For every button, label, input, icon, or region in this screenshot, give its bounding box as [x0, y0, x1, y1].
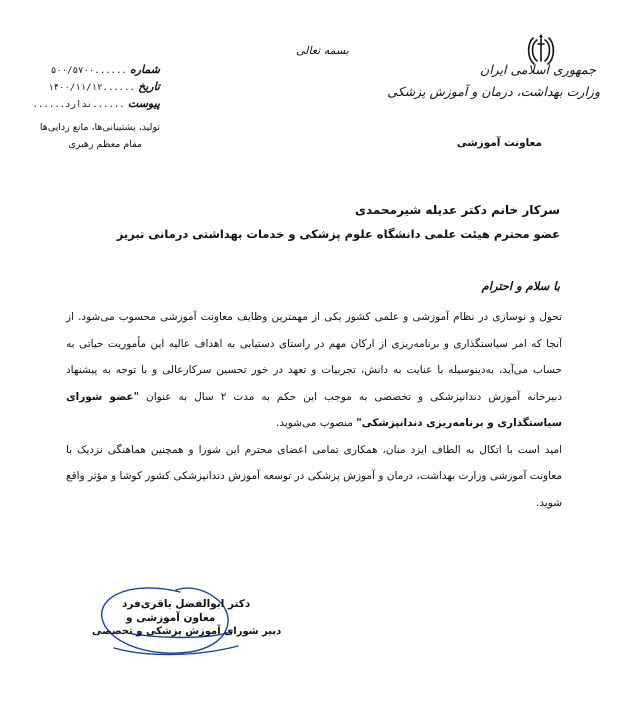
slogan-line-1: تولید، پشتیبانی‌ها، مانع زدایی‌ها	[39, 122, 160, 133]
letter-attachment-value: ......ندارد......	[32, 100, 125, 110]
ministry-line-1: جمهوری اسلامی ایران	[480, 62, 596, 77]
slogan-line-2: مقام معظم رهبری	[68, 139, 142, 150]
greeting: با سلام و احترام	[481, 279, 560, 293]
letter-body	[66, 304, 562, 516]
letter-number-row	[51, 63, 160, 76]
signatory-role-line-1: معاون آموزشی و	[126, 612, 216, 624]
body-paragraph-1-ending: منصوب می‌شوید.	[275, 417, 357, 429]
body-paragraph-1-text: تحول و نوسازی در نظام آموزشی و علمی کشور یکی از مهمترین وظایف معاونت آموزشی محسوب می‌شود. از آنجا که امر سیاستگذاری و برنامه‌ریزی از ارکان مهم در راستای دستیابی به اهداف عالیه این مأموریت حیاتی به حساب می‌آید، به‌دینوسیله با عنایت به دانش، تجربیات و تعهد در خور تحسین سرکارعالی و با توجه به پیشنهاد دبیرخانه آموزش دندانپزشکی و تخصصی به موجب این حکم به مدت ۲ سال به عنوان	[66, 311, 562, 403]
body-paragraph-1	[66, 304, 562, 437]
signatory-role-line-2: دبیر شورای آموزش پزشکی و تخصصی	[92, 626, 282, 637]
deputy-title: معاونت آموزشی	[456, 137, 542, 149]
letter-attachment-label: پیوست	[127, 97, 160, 110]
letter-number-label: شماره	[129, 63, 160, 76]
letter-date-label: تاریخ	[138, 80, 160, 93]
letter-date-row	[48, 80, 160, 93]
ministry-name	[387, 62, 600, 110]
letter-number-value: ......۵۰۰/۵۷۰۰	[50, 66, 127, 76]
ministry-line-2: وزارت بهداشت، درمان و آموزش پزشکی	[387, 84, 600, 99]
recipient-position: عضو محترم هیئت علمی دانشگاه علوم پزشکی و خدمات بهداشتی درمانی تبریز	[116, 227, 560, 241]
letter-date-value: ......۱۴۰۰/۱۱/۱۲	[48, 83, 135, 93]
appointment-title: "عضو شورای سیاستگذاری و برنامه‌ریزی دندانپزشکی"	[66, 390, 562, 429]
bismillah: بسمه تعالی	[296, 44, 349, 57]
body-paragraph-2: امید است با اتکال به الطاف ایزد منان، همکاری تمامی اعضای محترم این شورا و همچنین هماهنگی نزدیک با معاونت آموزشی وزارت بهداشت، درمان و آموزش پزشکی در توسعه آموزش دندانپزشکی کشور کوشا و مؤثر واقع شوید.	[66, 443, 562, 509]
recipient-name: سرکار خانم دکتر عدیله شیرمحمدی	[355, 203, 560, 217]
signatory-name: دکتر ابوالفضل باقری‌فرد	[122, 598, 251, 610]
letter-attachment-row	[33, 97, 160, 110]
